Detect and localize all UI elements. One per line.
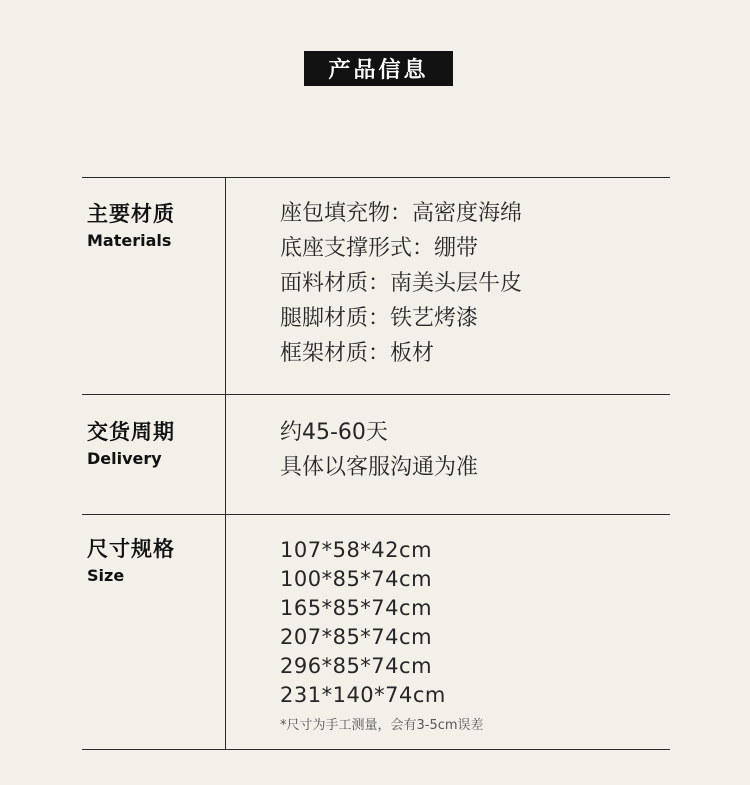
row-divider-materials <box>82 394 670 395</box>
delivery-note: 具体以客服沟通为准 <box>280 455 479 480</box>
delivery-heading <box>87 418 175 470</box>
size-measurement-note: *尺寸为手工测量，会有3-5cm误差 <box>280 718 484 733</box>
delivery-info <box>280 415 478 485</box>
materials-list <box>280 196 522 371</box>
size-option: 207*85*74cm <box>280 625 433 649</box>
size-heading <box>87 535 175 587</box>
materials-legs: 腿脚材质：铁艺烤漆 <box>280 306 479 331</box>
delivery-heading-en: Delivery <box>87 449 162 468</box>
delivery-period: 约45-60天 <box>280 420 388 445</box>
row-divider-delivery <box>82 514 670 515</box>
size-heading-en: Size <box>87 566 125 585</box>
column-divider <box>225 177 226 750</box>
materials-fabric: 面料材质：南美头层牛皮 <box>280 271 523 296</box>
size-option: 100*85*74cm <box>280 567 433 591</box>
materials-heading-en: Materials <box>87 231 172 250</box>
materials-heading-zh: 主要材质 <box>87 202 175 226</box>
delivery-heading-zh: 交货周期 <box>87 420 175 444</box>
materials-filling: 座包填充物：高密度海绵 <box>280 201 523 226</box>
size-option: 296*85*74cm <box>280 654 433 678</box>
size-option: 231*140*74cm <box>280 683 446 707</box>
table-bottom-divider <box>82 749 670 750</box>
page-title: 产品信息 <box>304 51 453 86</box>
materials-base-support: 底座支撑形式：绷带 <box>280 236 479 261</box>
size-option: 165*85*74cm <box>280 596 433 620</box>
size-option: 107*58*42cm <box>280 538 433 562</box>
materials-frame: 框架材质：板材 <box>280 341 435 366</box>
table-top-divider <box>82 177 670 178</box>
size-heading-zh: 尺寸规格 <box>87 537 175 561</box>
materials-heading <box>87 200 175 252</box>
size-list <box>280 536 484 736</box>
